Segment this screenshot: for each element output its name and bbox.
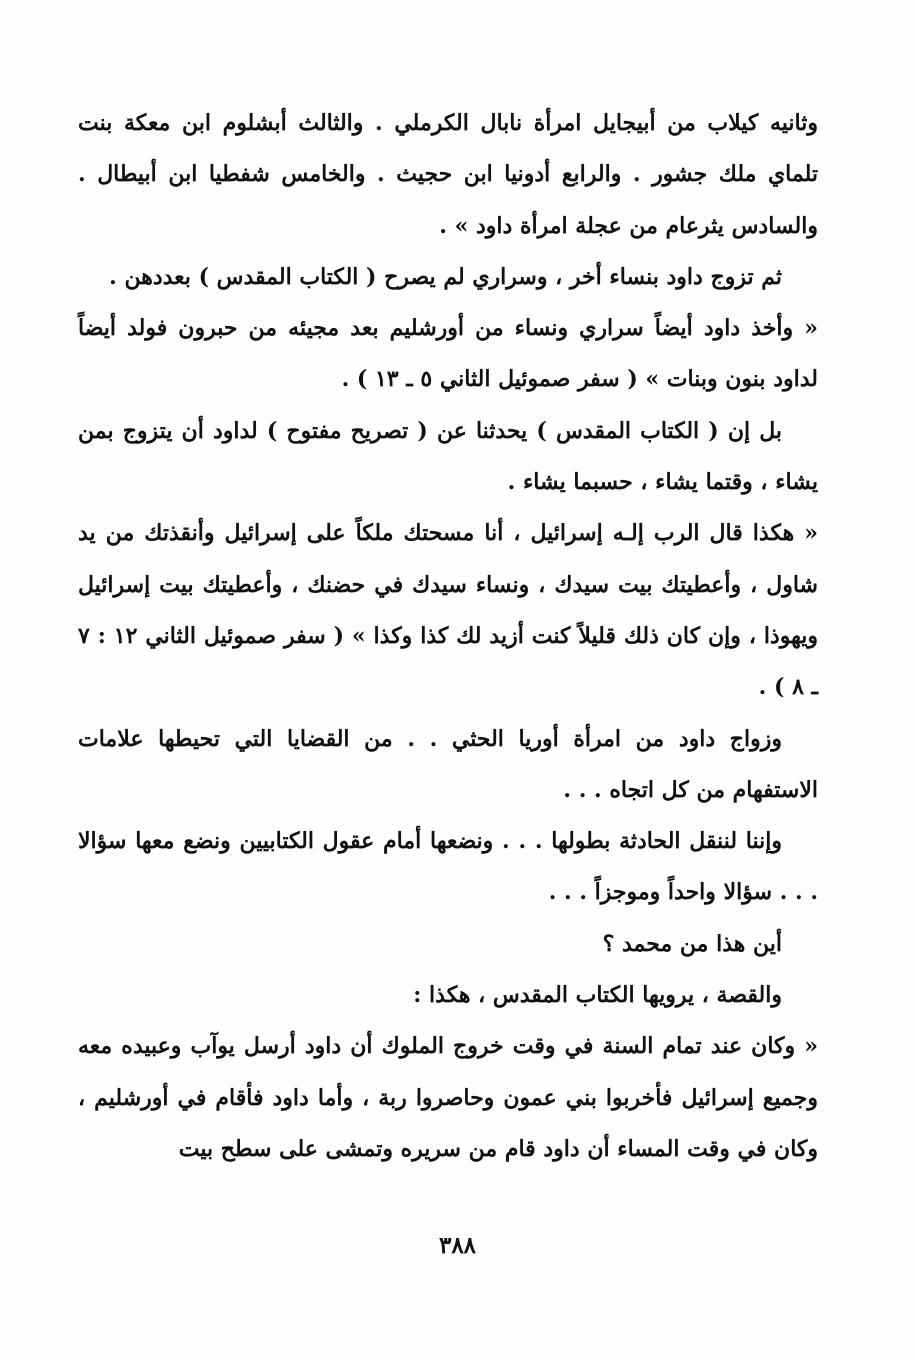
paragraph-7: وإننا لننقل الحادثة بطولها . . . ونضعها أمام عقول الكتابيين ونضع معها سؤالا . . . سؤالا واحداً وموجزاً . . . [78,828,818,906]
paragraph-2: ثم تزوج داود بنساء أخر ، وسراري لم يصرح ( الكتاب المقدس ) بعددهن . [109,263,782,290]
paragraph-9: والقصة ، يرويها الكتاب المقدس ، هكذا : [413,982,782,1009]
paragraph-10-quote: « وكان عند تمام السنة في وقت خروج الملوك أن داود أرسل يوآب وعبيده معه وجميع إسرائيل فأخربوا بني عمون وحاصروا ربة ، وأما داود فأقام في أورشليم ، وكان في وقت المساء أن داود قام من سريره وتمشى على سطح بيت [78,1033,818,1162]
paragraph-4: بل إن ( الكتاب المقدس ) يحدثنا عن ( تصريح مفتوح ) لداود أن يتزوج بمن يشاء ، وقتما يشاء ، حسبما يشاء . [78,417,818,496]
page-number: ٣٨٨ [438,1232,477,1259]
paragraph-8-question: أين هذا من محمد ؟ [602,930,782,957]
paragraph-5-quote: « هكذا قال الرب إلـه إسرائيل ، أنا مسحتك ملكاً على إسرائيل وأنقذتك من يد شاول ، وأعطيتك بيت سيدك ، ونساء سيدك في حضنك ، وأعطيتك بيت إسرائيل ويهوذا ، وإن كان ذلك قليلاً كنت أزيد لك كذا وكذا » ( سفر صموئيل الثاني ١٢ : ٧ ـ ٨ ) . [78,520,818,701]
body-text [78,98,818,1175]
paragraph-6: وزواج داود من امرأة أوريا الحثي . . من القضايا التي تحيطها علامات الاستفهام من كل اتجاه . . . [78,725,818,803]
paragraph-1: وثانيه كيلاب من أبيجايل امرأة نابال الكرملي . والثالث أبشلوم ابن معكة بنت تلماي ملك جشور . والرابع أدونيا ابن حجيث . والخامس شفطيا ابن أبيطال . والسادس يثرعام من عجلة امرأة داود » . [78,110,818,239]
paragraph-3-quote: « وأخذ داود أيضاً سراري ونساء من أورشليم بعد مجيئه من حبرون فولد أيضاً لداود بنون وبنات » ( سفر صموئيل الثاني ٥ ـ ١٣ ) . [78,315,818,393]
